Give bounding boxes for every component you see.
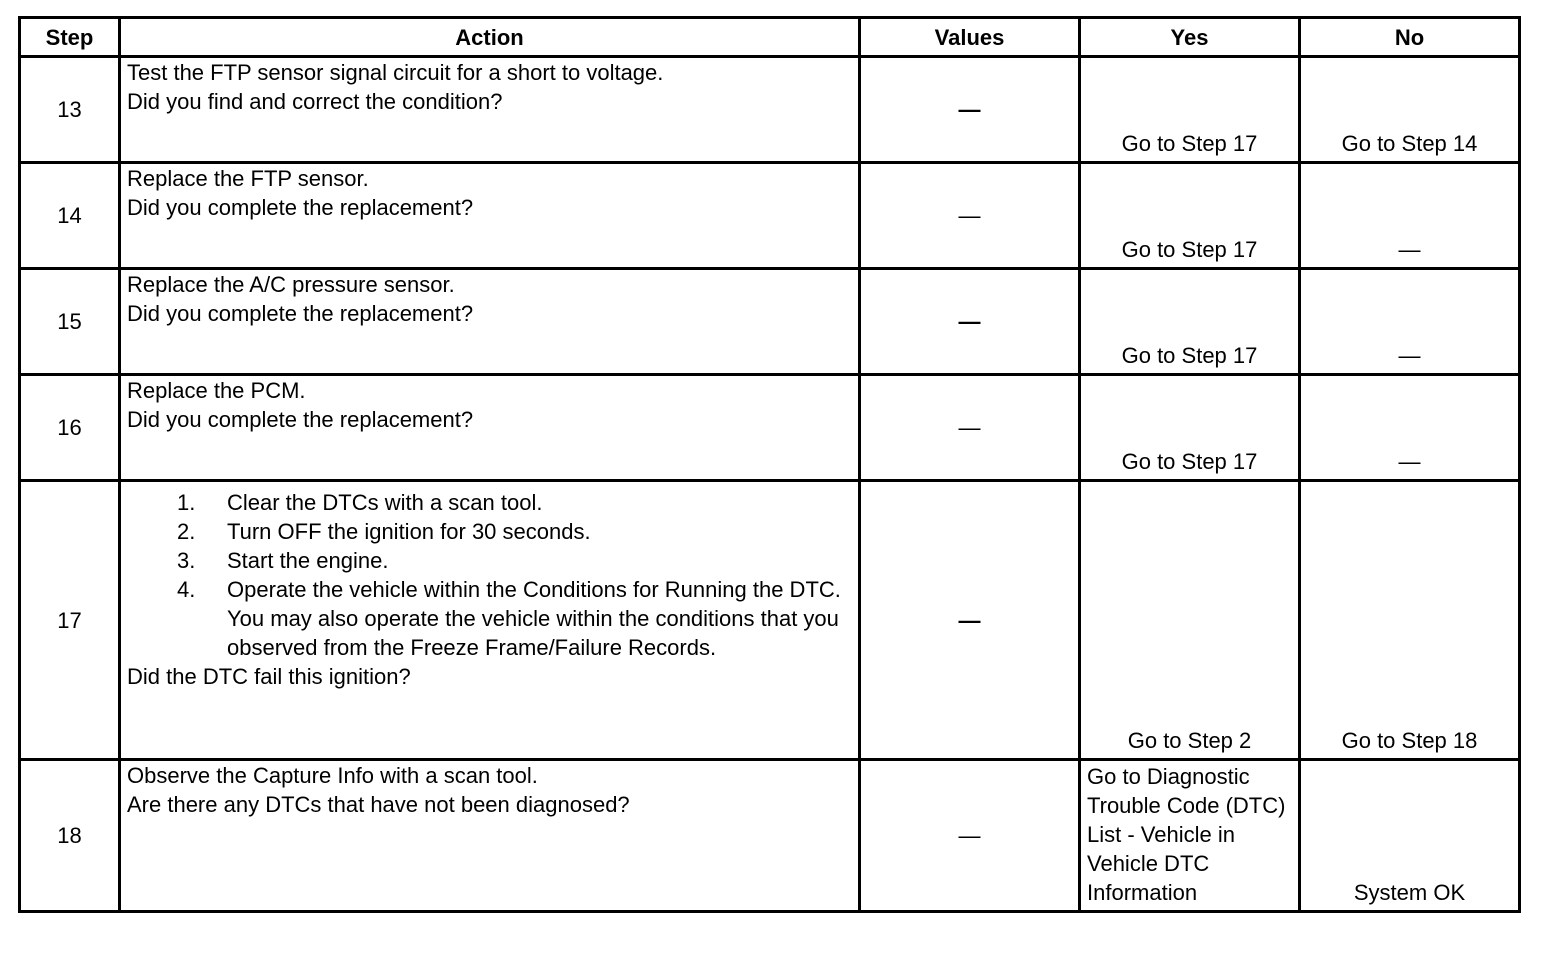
yes-cell: Go to Step 17 bbox=[1080, 57, 1300, 163]
header-values: Values bbox=[860, 18, 1080, 57]
no-cell: Go to Step 18 bbox=[1300, 481, 1520, 760]
no-cell: — bbox=[1300, 163, 1520, 269]
action-cell bbox=[120, 760, 860, 912]
list-item bbox=[127, 488, 852, 517]
action-cell bbox=[120, 269, 860, 375]
values-dash: — bbox=[958, 415, 981, 440]
step-number: 17 bbox=[20, 481, 120, 760]
header-action: Action bbox=[120, 18, 860, 57]
table-row bbox=[20, 269, 1520, 375]
action-question: Did you complete the replacement? bbox=[127, 301, 474, 326]
step-number: 14 bbox=[20, 163, 120, 269]
action-cell bbox=[120, 481, 860, 760]
list-item-text: Operate the vehicle within the Conditions for Running the DTC. You may also operate the vehicle within the conditions that you observed from the Freeze Frame/Failure Records. bbox=[227, 577, 841, 660]
action-text: Test the FTP sensor signal circuit for a short to voltage. bbox=[127, 60, 664, 85]
yes-cell: Go to Step 17 bbox=[1080, 269, 1300, 375]
values-cell bbox=[860, 269, 1080, 375]
step-number: 16 bbox=[20, 375, 120, 481]
action-question: Did you find and correct the condition? bbox=[127, 89, 503, 114]
values-dash: — bbox=[958, 97, 981, 122]
header-step: Step bbox=[20, 18, 120, 57]
list-item-text: Start the engine. bbox=[227, 548, 389, 573]
values-cell bbox=[860, 481, 1080, 760]
header-no: No bbox=[1300, 18, 1520, 57]
numbered-list bbox=[127, 488, 852, 662]
list-item-text: Clear the DTCs with a scan tool. bbox=[227, 490, 543, 515]
yes-cell: Go to Step 2 bbox=[1080, 481, 1300, 760]
action-cell bbox=[120, 375, 860, 481]
no-cell: — bbox=[1300, 375, 1520, 481]
list-item-number: 2. bbox=[177, 519, 196, 544]
list-item-number: 3. bbox=[177, 548, 196, 573]
list-item bbox=[127, 546, 852, 575]
list-item-number: 1. bbox=[177, 490, 196, 515]
values-dash: — bbox=[958, 607, 981, 633]
action-text: Replace the A/C pressure sensor. bbox=[127, 272, 455, 297]
action-question: Did the DTC fail this ignition? bbox=[127, 664, 411, 689]
action-text: Replace the PCM. bbox=[127, 378, 306, 403]
values-cell bbox=[860, 760, 1080, 912]
values-cell bbox=[860, 163, 1080, 269]
action-text: Replace the FTP sensor. bbox=[127, 166, 369, 191]
values-dash: — bbox=[958, 203, 981, 228]
yes-cell: Go to Step 17 bbox=[1080, 375, 1300, 481]
values-dash: — bbox=[958, 823, 981, 848]
no-cell: System OK bbox=[1300, 760, 1520, 912]
table-row bbox=[20, 163, 1520, 269]
yes-cell: Go to Diagnostic Trouble Code (DTC) List - Vehicle in Vehicle DTC Information bbox=[1080, 760, 1300, 912]
table-row bbox=[20, 375, 1520, 481]
action-cell bbox=[120, 163, 860, 269]
step-number: 13 bbox=[20, 57, 120, 163]
no-cell: Go to Step 14 bbox=[1300, 57, 1520, 163]
table-row bbox=[20, 481, 1520, 760]
diagnostic-table bbox=[18, 16, 1521, 913]
step-number: 15 bbox=[20, 269, 120, 375]
list-item-number: 4. bbox=[177, 577, 196, 602]
table-row bbox=[20, 760, 1520, 912]
values-cell bbox=[860, 57, 1080, 163]
yes-cell: Go to Step 17 bbox=[1080, 163, 1300, 269]
table-row bbox=[20, 57, 1520, 163]
step-number: 18 bbox=[20, 760, 120, 912]
action-question: Are there any DTCs that have not been diagnosed? bbox=[127, 792, 630, 817]
action-cell bbox=[120, 57, 860, 163]
action-text: Observe the Capture Info with a scan tool. bbox=[127, 763, 538, 788]
values-cell bbox=[860, 375, 1080, 481]
action-question: Did you complete the replacement? bbox=[127, 407, 474, 432]
list-item bbox=[127, 517, 852, 546]
no-cell: — bbox=[1300, 269, 1520, 375]
list-item bbox=[127, 575, 852, 662]
list-item-text: Turn OFF the ignition for 30 seconds. bbox=[227, 519, 591, 544]
action-question: Did you complete the replacement? bbox=[127, 195, 474, 220]
header-row bbox=[20, 18, 1520, 57]
header-yes: Yes bbox=[1080, 18, 1300, 57]
values-dash: — bbox=[958, 309, 981, 334]
